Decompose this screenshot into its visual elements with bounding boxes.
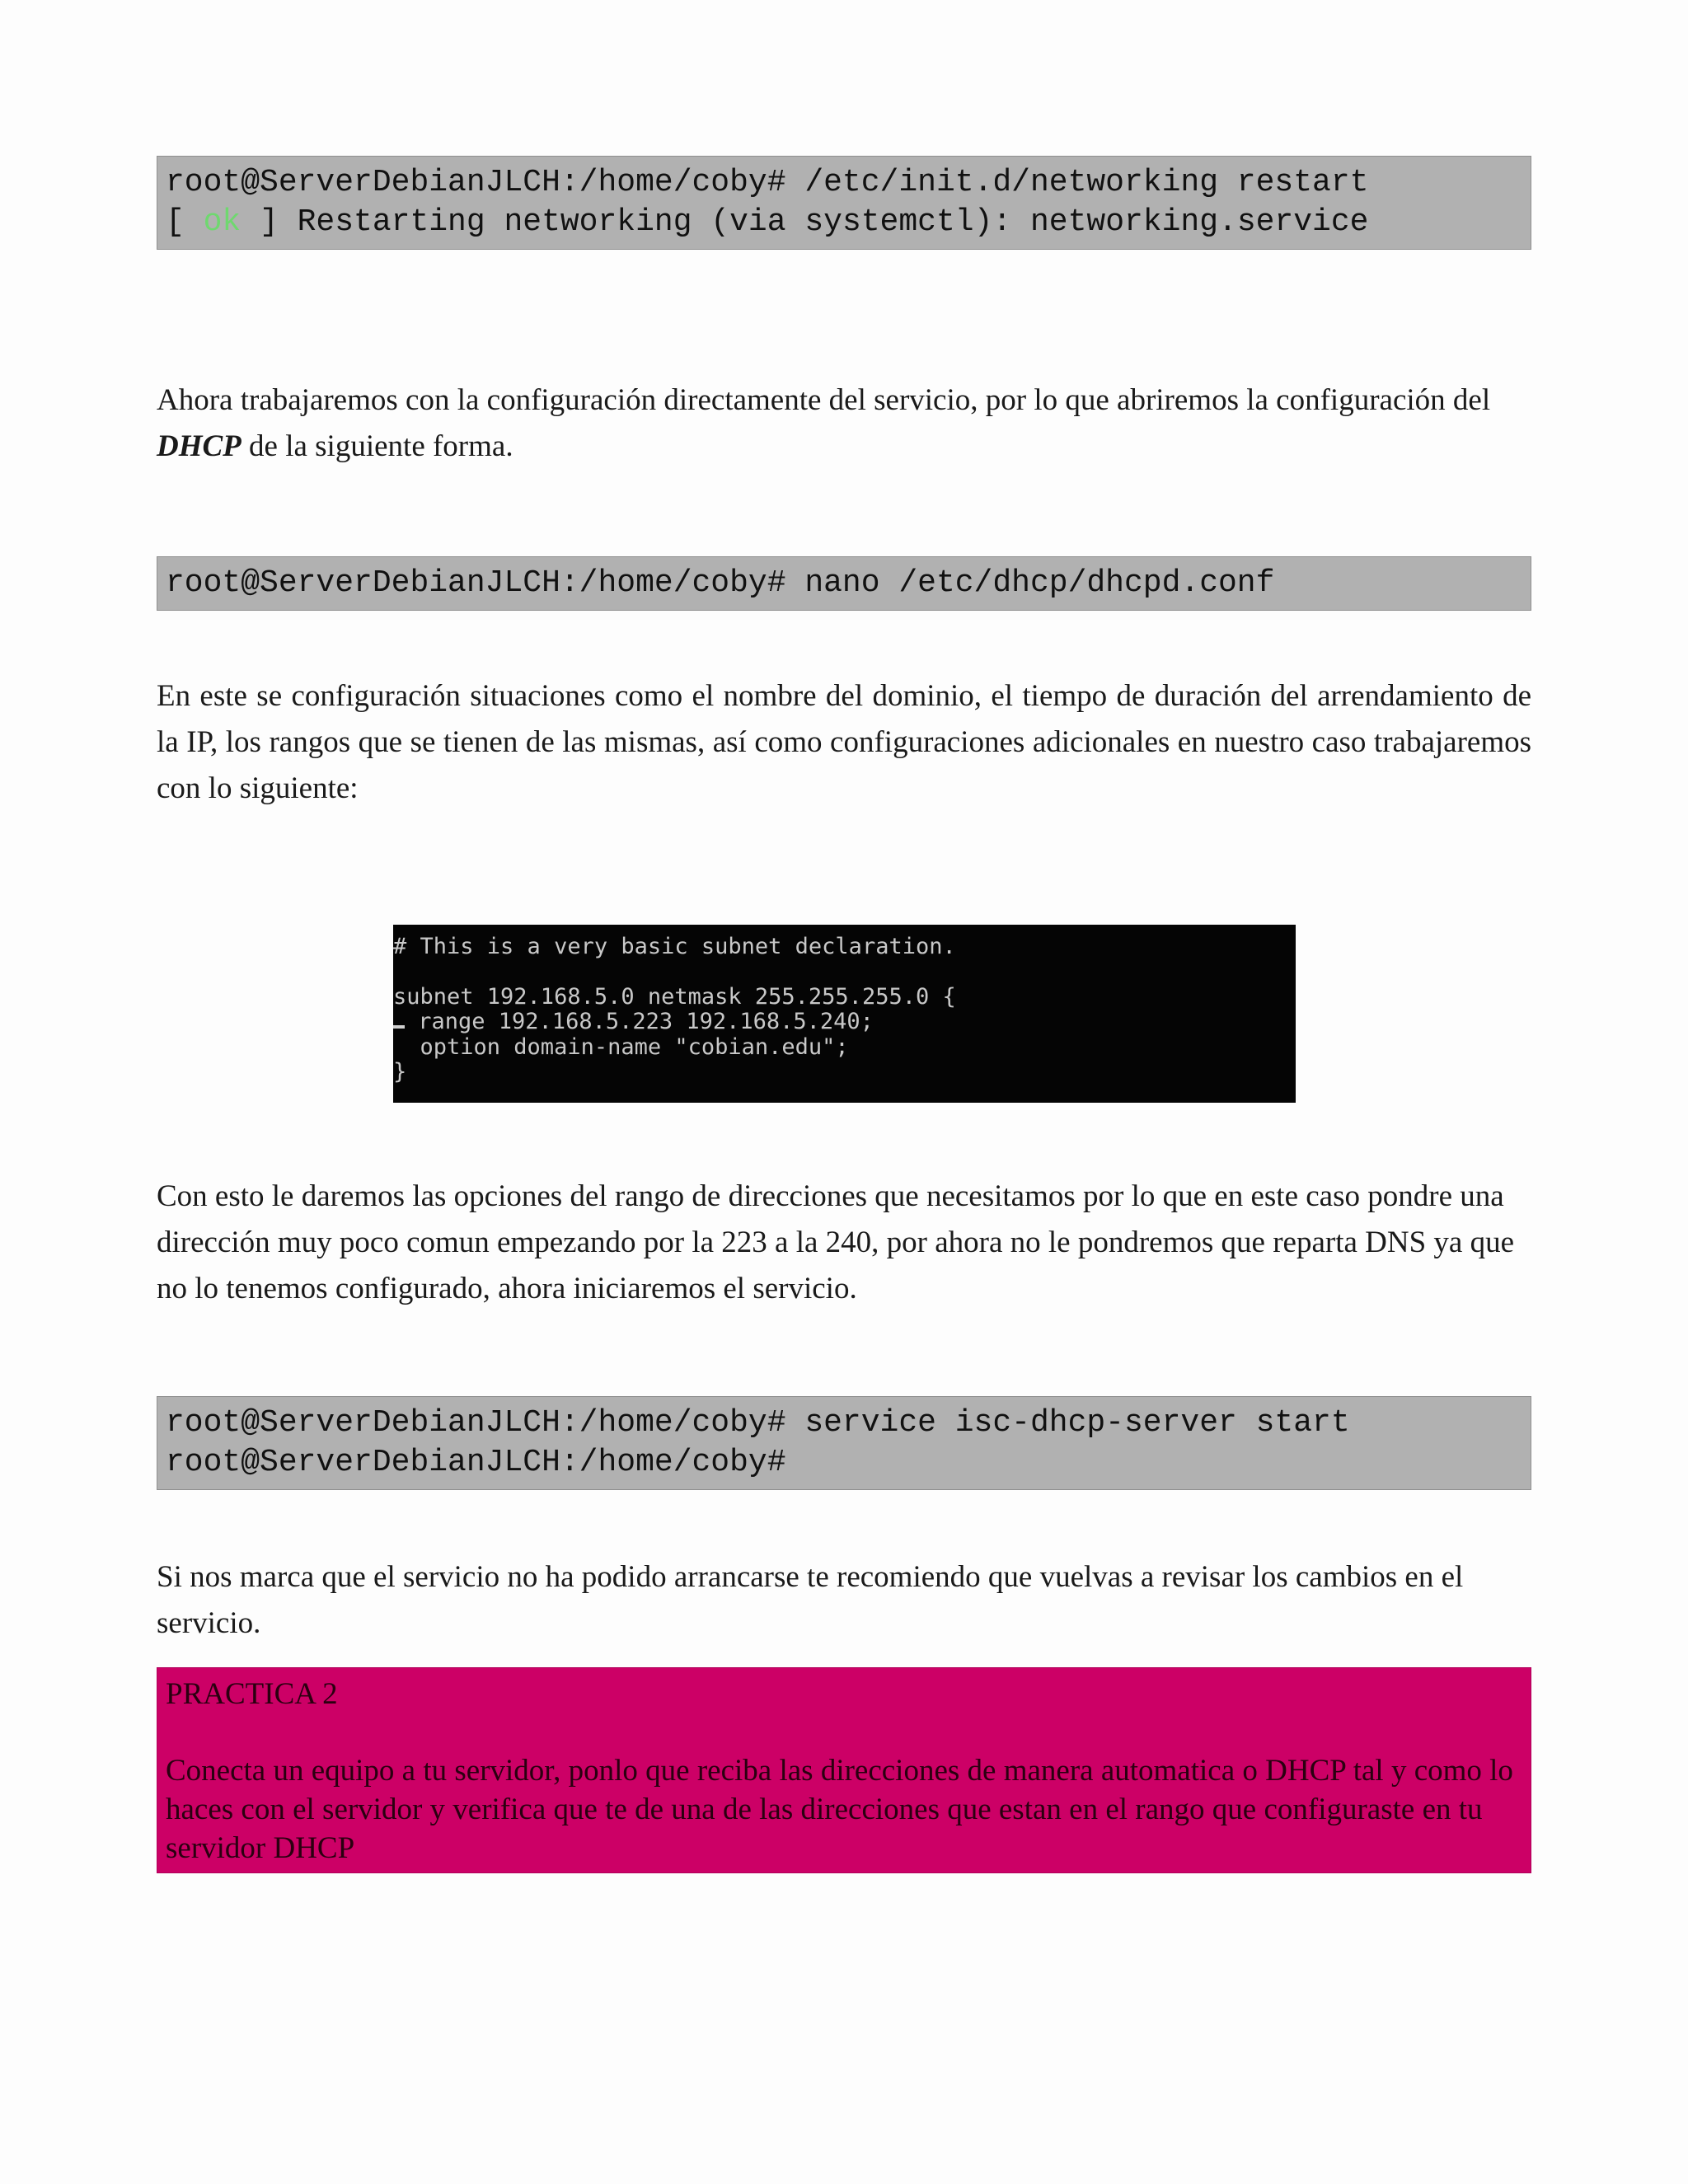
config-line-range	[393, 1010, 1296, 1035]
practice-title: PRACTICA 2	[166, 1677, 338, 1711]
config-line: subnet 192.168.5.0 netmask 255.255.255.0 {	[393, 983, 956, 1010]
config-blank-line	[393, 960, 1296, 985]
terminal-line: root@ServerDebianJLCH:/home/coby# nano /etc/dhcp/dhcpd.conf	[166, 565, 1275, 601]
practice-body: Conecta un equipo a tu servidor, ponlo que reciba las direcciones de manera automatica o DHCP tal y como lo haces con el servidor y verifica que te de una de las direcciones que estan en el rango que configuraste en tu servidor DHCP	[166, 1754, 1513, 1865]
practice-box	[157, 1667, 1531, 1873]
dhcp-emphasis: DHCP	[157, 429, 241, 463]
bracket-open: [	[166, 204, 204, 240]
terminal-line: root@ServerDebianJLCH:/home/coby# /etc/init.d/networking restart	[166, 165, 1369, 200]
status-message: ] Restarting networking (via systemctl): networking.service	[241, 204, 1369, 240]
paragraph-range-explanation: Con esto le daremos las opciones del rango de direcciones que necesitamos por lo que en este caso pondre una dirección muy poco comun empezando por la 223 a la 240, por ahora no le pondremos que reparta DNS ya que no lo tenemos configurado, ahora iniciaremos el servicio.	[157, 1179, 1515, 1305]
paragraph-intro	[157, 377, 1531, 470]
ok-status: ok	[203, 204, 241, 240]
paragraph-text: de la siguiente forma.	[241, 429, 513, 463]
config-range-text: range 192.168.5.223 192.168.5.240;	[405, 1009, 874, 1034]
terminal-block-networking-restart	[157, 156, 1531, 250]
config-line: option domain-name "cobian.edu";	[393, 1033, 849, 1060]
config-line: # This is a very basic subnet declaration.	[393, 934, 956, 959]
config-line: }	[393, 1059, 407, 1085]
terminal-line: root@ServerDebianJLCH:/home/coby# service isc-dhcp-server start	[166, 1405, 1350, 1441]
paragraph-config-description: En este se configuración situaciones como el nombre del dominio, el tiempo de duración del arrendamiento de la IP, los rangos que se tienen de las mismas, así como configuraciones adicionales en nuestro caso trabajaremos con lo siguiente:	[157, 679, 1531, 805]
paragraph-troubleshoot: Si nos marca que el servicio no ha podido arrancarse te recomiendo que vuelvas a revisar los cambios en el servicio.	[157, 1560, 1464, 1640]
dhcpd-conf-screenshot	[393, 925, 1296, 1103]
terminal-line	[166, 204, 1368, 240]
terminal-block-nano	[157, 556, 1531, 611]
cursor-icon	[393, 1025, 405, 1029]
terminal-line: root@ServerDebianJLCH:/home/coby#	[166, 1445, 786, 1480]
paragraph-text: Ahora trabajaremos con la configuración directamente del servicio, por lo que abriremos la configuración del	[157, 383, 1491, 417]
terminal-block-service-start	[157, 1396, 1531, 1490]
